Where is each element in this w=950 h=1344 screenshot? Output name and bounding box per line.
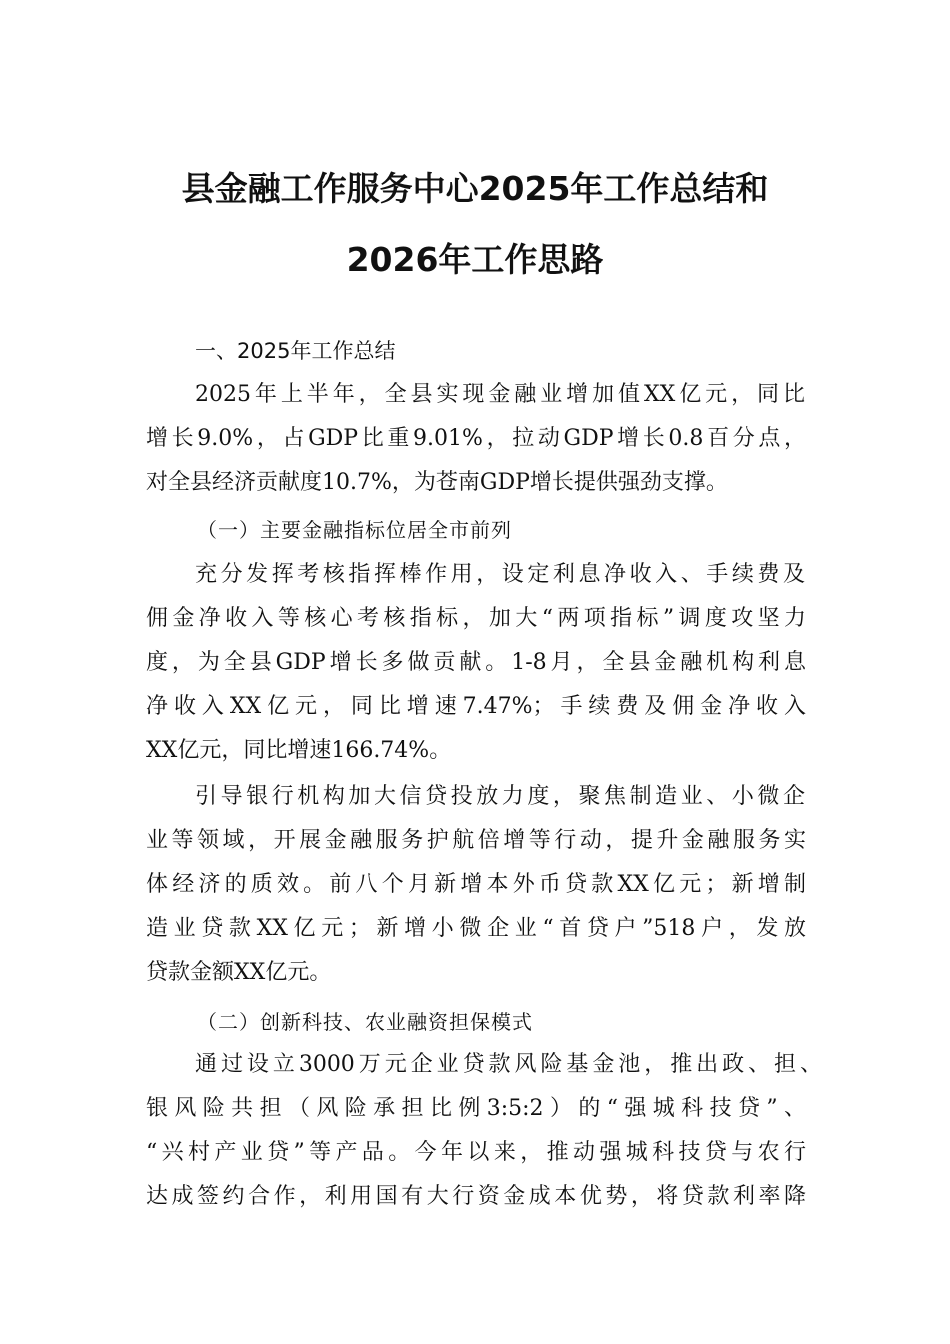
paragraph-line: 充分发挥考核指挥棒作用，设定利息净收入、手续费及 bbox=[195, 562, 805, 587]
intro-line: 对全县经济贡献度10.7%，为苍南GDP增长提供强劲支撑。 bbox=[146, 470, 728, 495]
subsection-heading-guarantee: （二）创新科技、农业融资担保模式 bbox=[197, 1010, 533, 1034]
paragraph-line: 银风险共担（风险承担比例3:5:2）的“强城科技贷”、 bbox=[146, 1096, 806, 1121]
paragraph-line: 达成签约合作，利用国有大行资金成本优势，将贷款利率降 bbox=[146, 1184, 806, 1209]
intro-line: 增长9.0%，占GDP比重9.01%，拉动GDP增长0.8百分点， bbox=[146, 426, 806, 451]
paragraph-line: “兴村产业贷”等产品。今年以来，推动强城科技贷与农行 bbox=[146, 1140, 806, 1165]
paragraph-line: 度，为全县GDP增长多做贡献。1-8月，全县金融机构利息 bbox=[146, 650, 806, 675]
section-heading-summary: 一、2025年工作总结 bbox=[195, 339, 396, 363]
subsection-heading-indicators: （一）主要金融指标位居全市前列 bbox=[197, 518, 512, 542]
paragraph-line: 体经济的质效。前八个月新增本外币贷款XX亿元；新增制 bbox=[146, 872, 806, 897]
intro-line: 2025年上半年，全县实现金融业增加值XX亿元，同比 bbox=[195, 382, 805, 407]
paragraph-line: 贷款金额XX亿元。 bbox=[146, 960, 332, 985]
paragraph-line: 佣金净收入等核心考核指标，加大“两项指标”调度攻坚力 bbox=[146, 606, 806, 631]
document-title-line-1: 县金融工作服务中心2025年工作总结和 bbox=[181, 169, 769, 208]
paragraph-line: 业等领域，开展金融服务护航倍增等行动，提升金融服务实 bbox=[146, 828, 806, 853]
paragraph-line: XX亿元，同比增速166.74%。 bbox=[146, 738, 452, 763]
paragraph-line: 造业贷款XX亿元；新增小微企业“首贷户”518户，发放 bbox=[146, 916, 806, 941]
paragraph-line: 通过设立3000万元企业贷款风险基金池，推出政、担、 bbox=[195, 1052, 822, 1077]
paragraph-line: 引导银行机构加大信贷投放力度，聚焦制造业、小微企 bbox=[195, 784, 805, 809]
document-title-line-2: 2026年工作思路 bbox=[346, 240, 604, 279]
paragraph-line: 净收入XX亿元，同比增速7.47%；手续费及佣金净收入 bbox=[146, 694, 806, 719]
